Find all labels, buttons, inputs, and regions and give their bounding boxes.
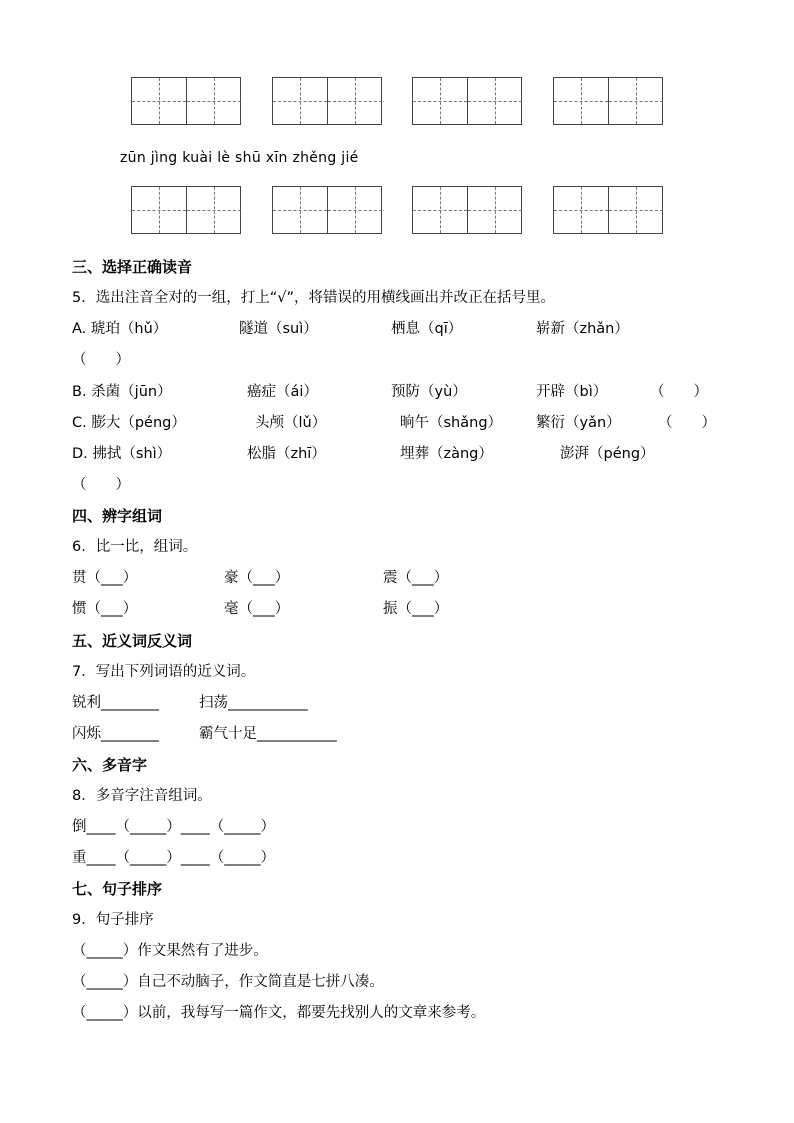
writing-grid-bottom-2[interactable] <box>272 186 382 234</box>
option-d-1: D. 拂拭（shì） <box>72 446 172 462</box>
word-blank-5[interactable]: 毫（___） <box>224 601 290 617</box>
option-a-answer-blank[interactable]: （ ） <box>72 352 130 368</box>
writing-grid-bottom-3[interactable] <box>412 186 522 234</box>
word-blank-6[interactable]: 振（___） <box>383 601 449 617</box>
writing-grid-top-3[interactable] <box>412 77 522 125</box>
writing-grid-top-1[interactable] <box>131 77 241 125</box>
question-6: 6．比一比，组词。 <box>72 539 198 555</box>
polyphone-row-2[interactable]: 重____（_____）____（_____） <box>72 850 275 866</box>
word-blank-3[interactable]: 震（___） <box>383 570 449 586</box>
pinyin-prompt: zūn jìng kuài lè shū xīn zhěng jié <box>120 150 359 166</box>
option-c-4: 繁衍（yǎn） <box>536 415 621 431</box>
synonym-blank-3[interactable]: 闪烁________ <box>72 726 159 742</box>
option-a-4: 崭新（zhǎn） <box>536 321 629 337</box>
writing-grid-top-4[interactable] <box>553 77 663 125</box>
section-6-title: 六、多音字 <box>72 756 148 774</box>
sentence-order-item-1[interactable]: （_____）作文果然有了进步。 <box>72 943 268 959</box>
word-blank-2[interactable]: 豪（___） <box>224 570 290 586</box>
polyphone-row-1[interactable]: 倒____（_____）____（_____） <box>72 819 275 835</box>
option-d-answer-blank[interactable]: （ ） <box>72 477 130 493</box>
question-9: 9．句子排序 <box>72 912 154 928</box>
section-3-title: 三、选择正确读音 <box>72 258 193 276</box>
writing-grid-top-2[interactable] <box>272 77 382 125</box>
question-8: 8．多音字注音组词。 <box>72 788 212 804</box>
option-c-1: C. 膨大（péng） <box>72 415 186 431</box>
sentence-order-item-2[interactable]: （_____）自己不动脑子，作文简直是七拼八凑。 <box>72 974 384 990</box>
option-c-answer-blank[interactable]: （ ） <box>658 415 716 431</box>
option-c-2: 头颅（lǔ） <box>255 415 327 431</box>
option-b-1: B. 杀菌（jūn） <box>72 384 172 400</box>
writing-grid-bottom-4[interactable] <box>553 186 663 234</box>
section-4-title: 四、辨字组词 <box>72 507 163 525</box>
option-a-3: 栖息（qī） <box>391 321 463 337</box>
option-b-3: 预防（yù） <box>391 384 467 400</box>
section-5-title: 五、近义词反义词 <box>72 632 193 650</box>
synonym-blank-1[interactable]: 锐利________ <box>72 695 159 711</box>
question-7: 7．写出下列词语的近义词。 <box>72 664 256 680</box>
writing-grid-bottom-1[interactable] <box>131 186 241 234</box>
option-c-3: 晌午（shǎng） <box>400 415 503 431</box>
option-b-4: 开辟（bì） <box>536 384 608 400</box>
section-7-title: 七、句子排序 <box>72 880 163 898</box>
word-blank-1[interactable]: 贯（___） <box>72 570 138 586</box>
option-d-4: 澎湃（péng） <box>560 446 655 462</box>
sentence-order-item-3[interactable]: （_____）以前，我每写一篇作文，都要先找别人的文章来参考。 <box>72 1005 486 1021</box>
option-d-3: 埋葬（zàng） <box>400 446 493 462</box>
question-5: 5．选出注音全对的一组，打上“√”，将错误的用横线画出并改正在括号里。 <box>72 290 555 306</box>
option-b-2: 癌症（ái） <box>247 384 318 400</box>
option-d-2: 松脂（zhī） <box>247 446 326 462</box>
option-a-1: A. 琥珀（hǔ） <box>72 321 168 337</box>
word-blank-4[interactable]: 惯（___） <box>72 601 138 617</box>
synonym-blank-4[interactable]: 霸气十足___________ <box>199 726 337 742</box>
synonym-blank-2[interactable]: 扫荡___________ <box>199 695 308 711</box>
option-a-2: 隧道（suì） <box>239 321 318 337</box>
option-b-answer-blank[interactable]: （ ） <box>650 384 708 400</box>
